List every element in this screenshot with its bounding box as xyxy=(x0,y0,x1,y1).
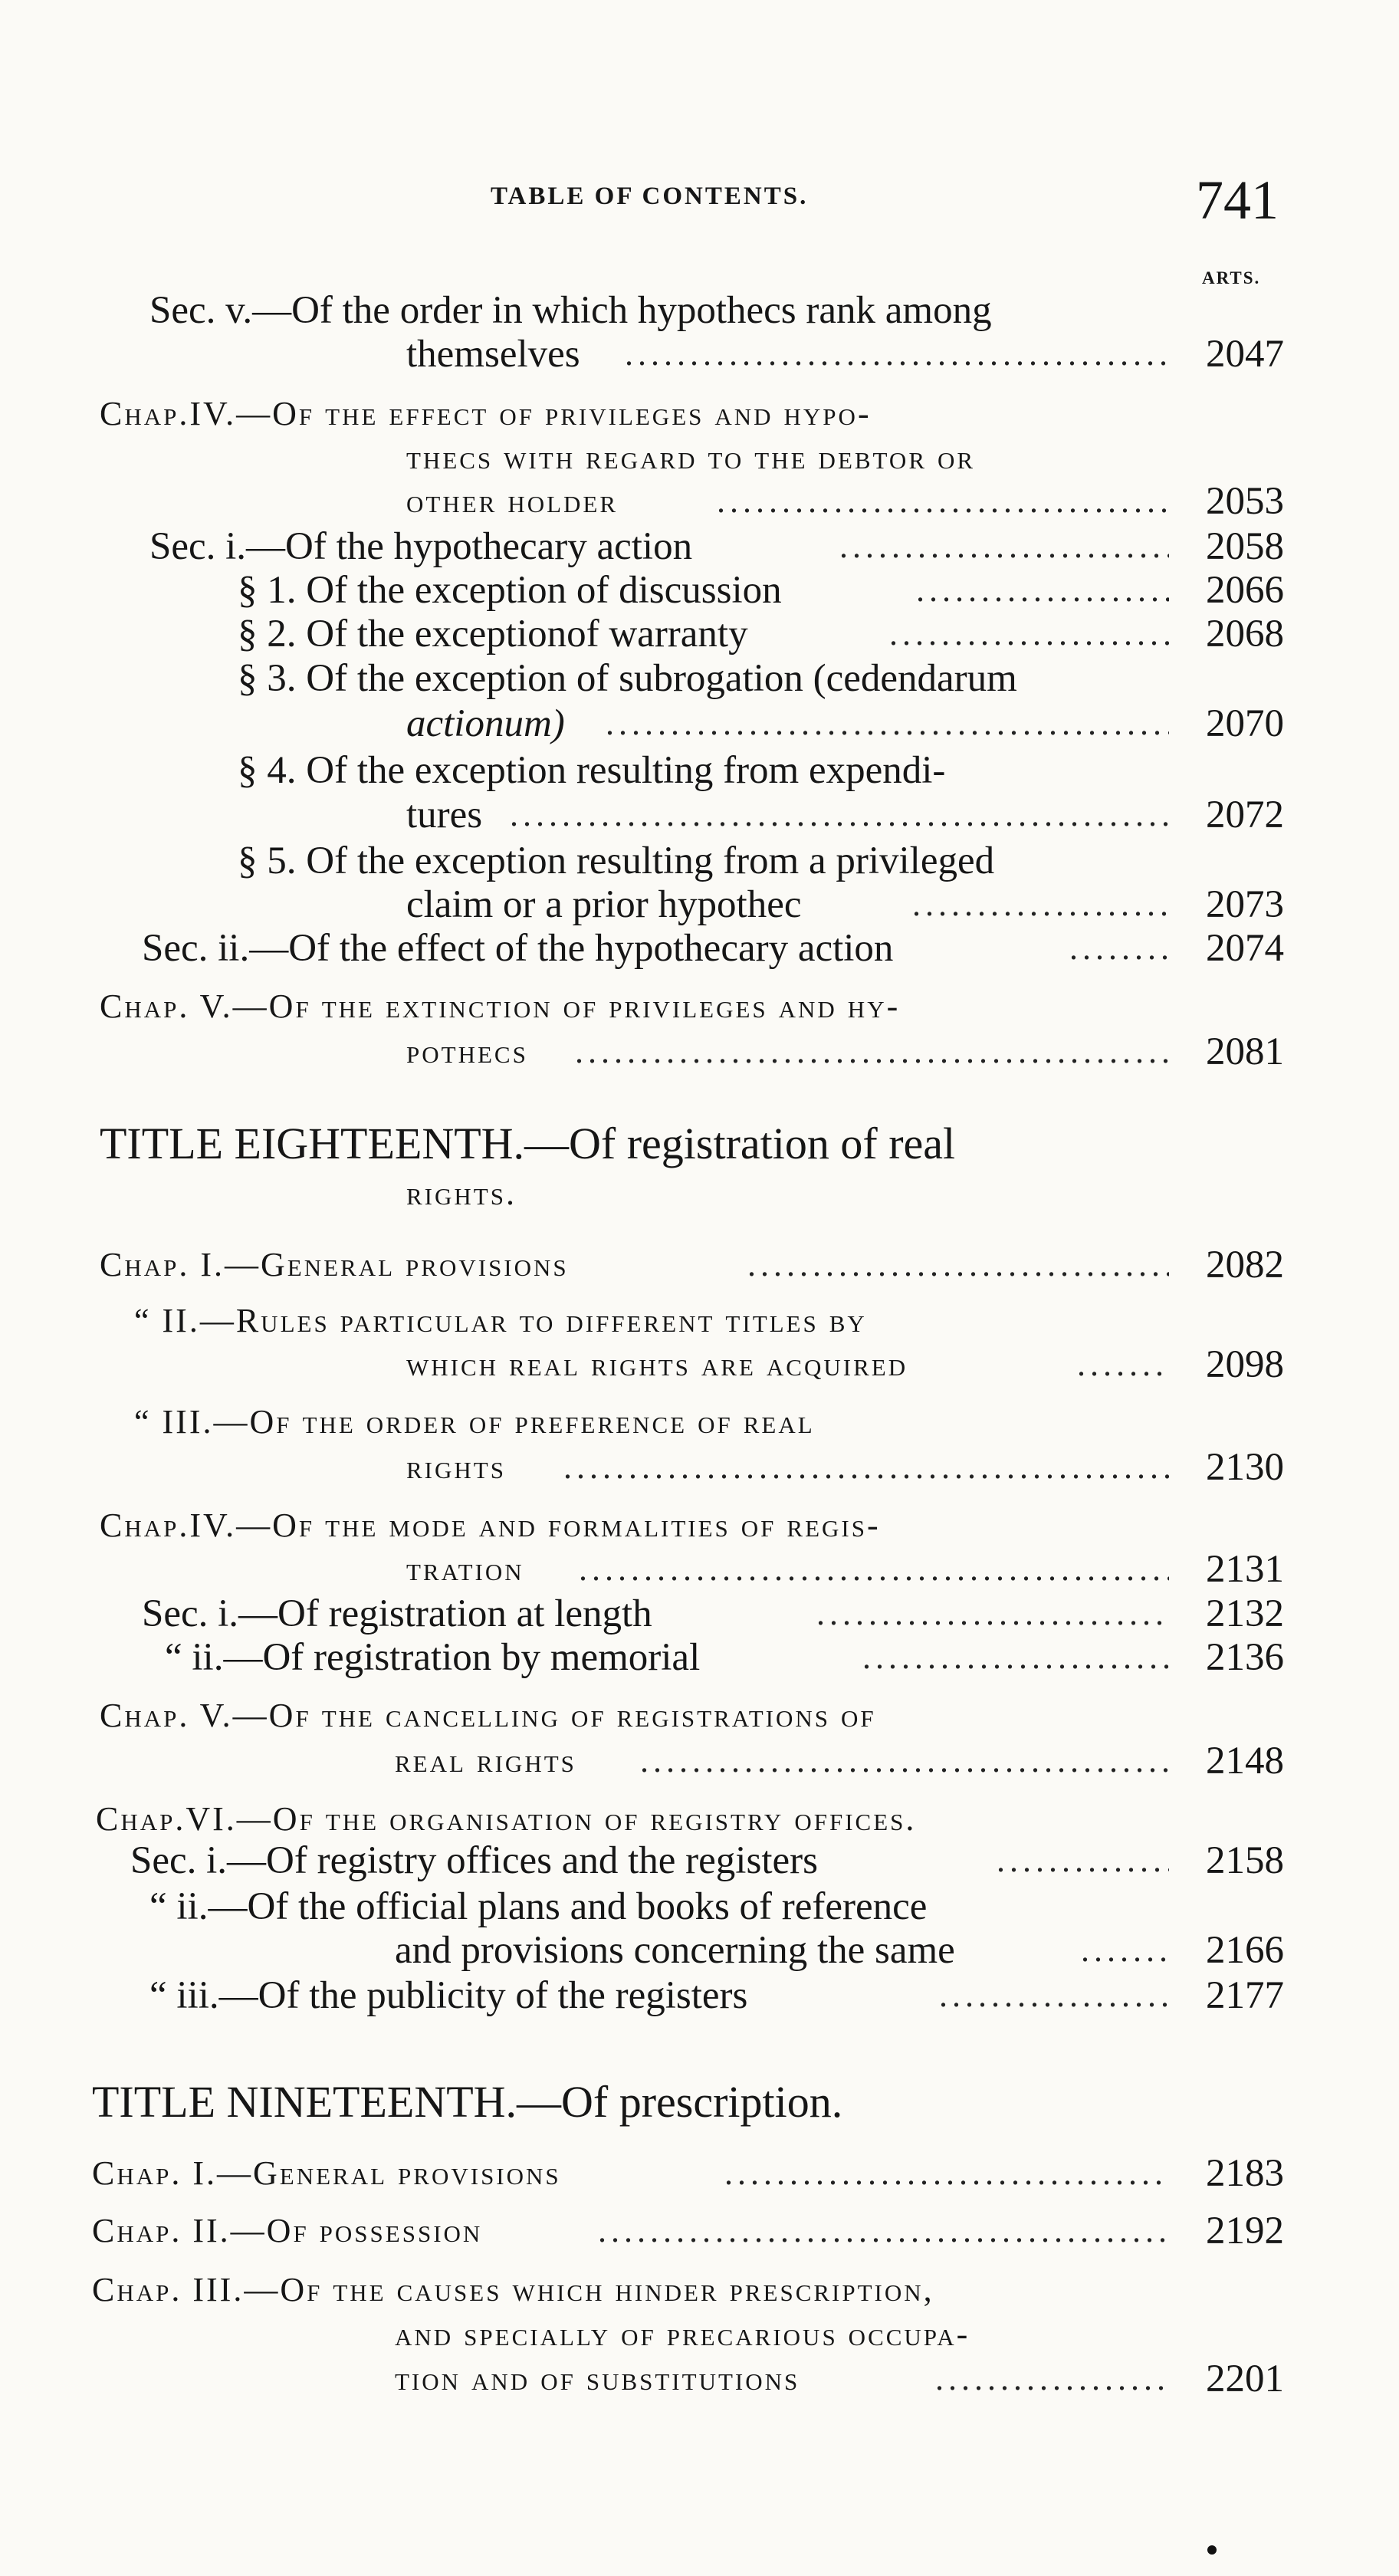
entry-label-cont: which real rights are acquired xyxy=(406,1346,908,1383)
dot-leader xyxy=(717,478,1169,524)
dot-leader xyxy=(1081,1927,1169,1973)
entry-label: Sec. i.—Of registry offices and the registers xyxy=(130,1839,818,1882)
entry-label: § 4. Of the exception resulting from expendi- xyxy=(238,749,946,792)
toc-entry-sec-i xyxy=(0,524,1399,570)
entry-label: § 1. Of the exception of discussion xyxy=(238,569,782,612)
dot-leader xyxy=(862,1635,1169,1681)
dot-leader xyxy=(510,792,1169,838)
dot-leader xyxy=(839,524,1169,570)
article-number: 2072 xyxy=(1206,794,1284,836)
dot-leader xyxy=(575,1029,1169,1075)
article-number: 2081 xyxy=(1206,1030,1284,1073)
dot-leader xyxy=(724,2150,1169,2196)
toc-entry-chap-iv xyxy=(0,391,1399,437)
toc-entry-para-3-cont xyxy=(0,701,1399,747)
entry-label-cont: actionum) xyxy=(406,702,565,745)
toc-entry-t19-chap-ii xyxy=(0,2208,1399,2254)
entry-label: Chap. II.—Of possession xyxy=(92,2212,483,2249)
entry-label: Sec. i.—Of registration at length xyxy=(142,1592,652,1635)
article-number: 2068 xyxy=(1206,613,1284,656)
article-number: 2136 xyxy=(1206,1636,1284,1679)
article-number: 2148 xyxy=(1206,1740,1284,1783)
article-number: 2074 xyxy=(1206,927,1284,970)
running-head: TABLE OF CONTENTS. xyxy=(491,182,809,210)
toc-entry-t19-chap-iii xyxy=(0,2267,1399,2313)
entry-label: § 3. Of the exception of subrogation (cedendarum xyxy=(238,657,1017,700)
toc-entry-para-5-cont xyxy=(0,882,1399,928)
toc-entry-t18-chap-iv-cont xyxy=(0,1546,1399,1592)
article-number: 2098 xyxy=(1206,1343,1284,1386)
dot-leader xyxy=(916,567,1169,613)
article-number: 2158 xyxy=(1206,1839,1284,1882)
toc-entry-chap-v-cont xyxy=(0,1029,1399,1075)
entry-label-cont: and specially of precarious occupa- xyxy=(395,2315,970,2353)
toc-entry-para-3 xyxy=(0,656,1399,702)
entry-label: “ II.—Rules particular to different titles by xyxy=(134,1302,867,1339)
entry-label: Sec. v.—Of the order in which hypothecs rank among xyxy=(149,289,992,332)
entry-label: Chap. V.—Of the cancelling of registrations of xyxy=(100,1697,876,1734)
ink-speck xyxy=(1207,2545,1217,2555)
entry-label-cont: real rights xyxy=(395,1742,576,1779)
entry-label: Chap. I.—General provisions xyxy=(92,2154,561,2192)
toc-entry-para-5 xyxy=(0,838,1399,884)
article-number: 2177 xyxy=(1206,1974,1284,2017)
article-number: 2073 xyxy=(1206,883,1284,926)
article-number: 2058 xyxy=(1206,525,1284,568)
article-number: 2132 xyxy=(1206,1592,1284,1635)
toc-entry-t18-chap-v-cont xyxy=(0,1738,1399,1784)
toc-entry-para-4-cont xyxy=(0,792,1399,838)
dot-leader xyxy=(579,1546,1169,1592)
toc-entry-para-2 xyxy=(0,611,1399,657)
title-nineteenth xyxy=(0,2079,1399,2133)
entry-label-cont: rights xyxy=(406,1448,506,1486)
dot-leader xyxy=(625,331,1169,377)
dot-leader xyxy=(1077,1342,1169,1388)
toc-entry-t18-chap-iii-cont xyxy=(0,1444,1399,1490)
article-number: 2131 xyxy=(1206,1548,1284,1591)
articles-column-label: ARTS. xyxy=(1202,268,1261,288)
toc-entry-t19-chap-iii-line3 xyxy=(0,2356,1399,2402)
toc-entry-t18-chap-vi xyxy=(0,1796,1399,1842)
entry-label: “ III.—Of the order of preference of real xyxy=(134,1403,815,1441)
entry-label: “ ii.—Of the official plans and books of reference xyxy=(149,1885,928,1928)
dot-leader xyxy=(563,1444,1169,1490)
toc-entry-t18-sec-i xyxy=(0,1591,1399,1637)
article-number: 2192 xyxy=(1206,2210,1284,2252)
entry-label: § 5. Of the exception resulting from a privileged xyxy=(238,840,995,882)
dot-leader xyxy=(997,1838,1169,1884)
entry-label: Chap. V.—Of the extinction of privileges and hy- xyxy=(100,987,901,1025)
toc-entry-t18-vi-sec-iii xyxy=(0,1973,1399,2019)
toc-entry-para-1 xyxy=(0,567,1399,613)
article-number: 2070 xyxy=(1206,702,1284,745)
entry-label: Chap.VI.—Of the organisation of registry offices. xyxy=(96,1800,917,1838)
dot-leader xyxy=(640,1738,1169,1784)
article-number: 2183 xyxy=(1206,2152,1284,2195)
entry-label-cont: and provisions concerning the same xyxy=(395,1929,955,1972)
toc-entry-sec-ii xyxy=(0,925,1399,971)
toc-entry-t18-chap-iv xyxy=(0,1503,1399,1549)
entry-label: Sec. i.—Of the hypothecary action xyxy=(149,525,693,568)
entry-label-cont: thecs with regard to the debtor or xyxy=(406,439,976,476)
article-number: 2166 xyxy=(1206,1929,1284,1972)
toc-entry-t18-vi-sec-i xyxy=(0,1838,1399,1884)
article-number: 2047 xyxy=(1206,333,1284,376)
entry-label: Chap.IV.—Of the effect of privileges and hypo- xyxy=(100,395,872,432)
article-number: 2201 xyxy=(1206,2358,1284,2400)
dot-leader xyxy=(912,882,1169,928)
toc-entry-para-4 xyxy=(0,748,1399,794)
entry-label-cont: other holder xyxy=(406,482,619,520)
toc-entry-t18-chap-ii xyxy=(0,1298,1399,1344)
dot-leader xyxy=(935,2356,1169,2402)
toc-entry-chap-iv-line3 xyxy=(0,478,1399,524)
entry-label-cont: themselves xyxy=(406,333,580,376)
toc-entry-sec-v-cont xyxy=(0,331,1399,377)
article-number: 2130 xyxy=(1206,1446,1284,1489)
article-number: 2053 xyxy=(1206,480,1284,523)
toc-entry-chap-v xyxy=(0,984,1399,1030)
entry-label-cont: tion and of substitutions xyxy=(395,2360,800,2397)
dot-leader xyxy=(1069,925,1169,971)
article-number: 2082 xyxy=(1206,1244,1284,1286)
dot-leader xyxy=(939,1973,1169,2019)
toc-entry-t19-chap-iii-line2 xyxy=(0,2312,1399,2358)
dot-leader xyxy=(747,1242,1169,1288)
toc-entry-t18-chap-i xyxy=(0,1242,1399,1288)
title-heading: TITLE NINETEENTH.—Of prescription. xyxy=(92,2077,843,2127)
title-eighteenth xyxy=(0,1121,1399,1175)
entry-label: Chap.IV.—Of the mode and formalities of regis- xyxy=(100,1506,881,1544)
title-heading: TITLE EIGHTEENTH.—Of registration of real xyxy=(100,1119,956,1168)
toc-entry-sec-v xyxy=(0,288,1399,334)
entry-label-cont: tures xyxy=(406,794,483,836)
title-eighteenth-cont xyxy=(0,1171,1399,1217)
entry-label: Sec. ii.—Of the effect of the hypothecary action xyxy=(142,927,894,970)
page-number: 741 xyxy=(1196,169,1279,231)
toc-entry-t18-chap-ii-cont xyxy=(0,1342,1399,1388)
toc-entry-t19-chap-i xyxy=(0,2150,1399,2196)
toc-entry-t18-vi-sec-ii-cont xyxy=(0,1927,1399,1973)
toc-entry-t18-sec-ii xyxy=(0,1635,1399,1681)
toc-entry-chap-iv-line2 xyxy=(0,435,1399,481)
toc-entry-t18-chap-v xyxy=(0,1693,1399,1739)
article-number: 2066 xyxy=(1206,569,1284,612)
dot-leader xyxy=(598,2208,1169,2254)
entry-label: § 2. Of the exceptionof warranty xyxy=(238,613,748,656)
entry-label: “ ii.—Of registration by memorial xyxy=(165,1636,701,1679)
entry-label-cont: pothecs xyxy=(406,1033,528,1070)
toc-entry-t18-vi-sec-ii xyxy=(0,1884,1399,1930)
toc-entry-t18-chap-iii xyxy=(0,1399,1399,1445)
entry-label: Chap. III.—Of the causes which hinder prescription, xyxy=(92,2271,934,2308)
entry-label-cont: claim or a prior hypothec xyxy=(406,883,802,926)
entry-label: “ iii.—Of the publicity of the registers xyxy=(149,1974,748,2017)
dot-leader xyxy=(889,611,1169,657)
title-heading-cont: rights. xyxy=(406,1175,517,1212)
dot-leader xyxy=(816,1591,1169,1637)
entry-label: Chap. I.—General provisions xyxy=(100,1246,569,1283)
dot-leader xyxy=(606,701,1169,747)
entry-label-cont: tration xyxy=(406,1550,524,1588)
